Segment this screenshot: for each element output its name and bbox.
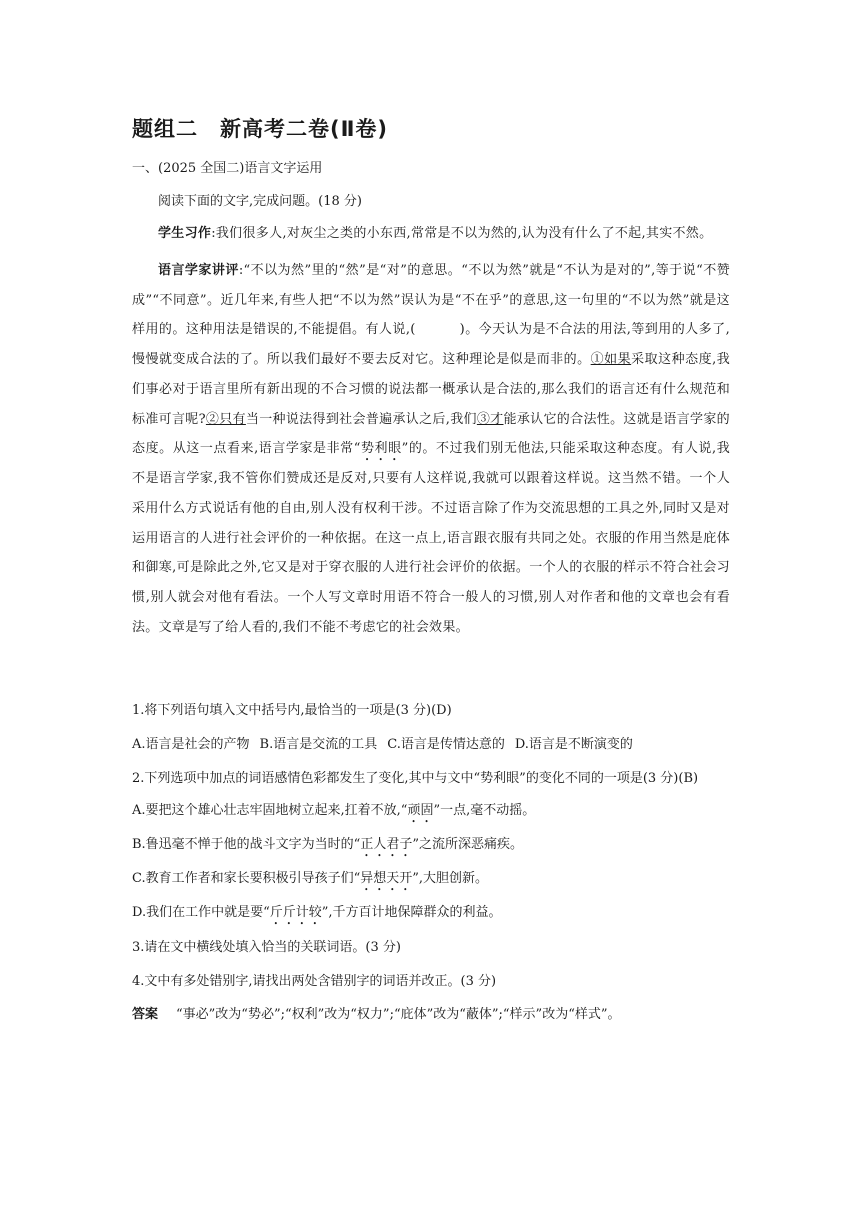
answer-line — [132, 1003, 621, 1022]
linguist-seg4: 当一种说法得到社会普遍承认之后,我们 — [245, 411, 477, 427]
q1-option-c: C.语言是传情达意的 — [387, 737, 505, 752]
student-label: 学生习作 — [158, 226, 212, 241]
question-1-stem: 1.将下列语句填入文中括号内,最恰当的一项是(3 分)(D) — [132, 703, 452, 718]
linguist-seg2: )。今天认为是不合法的用法,等到用的人多了,慢慢就变成合法的了。所以我们最好不要去反对它。这种理论是似是而非的。 — [132, 322, 730, 368]
question-4: 4.文中有多处错别字,请找出两处含错别字的词语并改正。(3 分) — [132, 974, 497, 989]
q1-option-a: A.语言是社会的产物 — [132, 737, 250, 752]
q2-option-c — [132, 867, 488, 894]
q2-a-post: ”一点,毫不动摇。 — [433, 803, 536, 818]
marker-2: ②只有 — [205, 411, 246, 427]
q2-option-b — [132, 833, 523, 860]
linguist-passage — [132, 256, 730, 642]
q2-b-pre: B.鲁迅毫不惮于他的战斗文字为当时的“ — [132, 837, 361, 852]
question-3: 3.请在文中横线处填入恰当的关联词语。(3 分) — [132, 940, 401, 955]
linguist-seg5: 能承认它的合法性。这就是语言学家的态度。从这一点看来,语言学家是非常“ — [132, 411, 730, 457]
q1-option-d: D.语言是不断演变的 — [514, 737, 633, 752]
page-title — [132, 113, 388, 143]
linguist-label: 语言学家讲评 — [158, 263, 239, 278]
title-exam: 新高考二卷(Ⅱ卷) — [220, 117, 389, 141]
q2-c-word: 异想天开 — [360, 871, 413, 886]
answer-label: 答案 — [132, 1007, 159, 1022]
linguist-seg3: 采取这种态度,我们事必对于语言里所有新出现的不合习惯的说法都一概承认是合法的,那么我们的语言还有什么规范和标准可言呢? — [132, 352, 731, 427]
instruction: 阅读下面的文字,完成问题。(18 分) — [158, 194, 362, 209]
q2-b-word: 正人君子 — [360, 837, 413, 852]
student-text: :我们很多人,对灰尘之类的小东西,常常是不以为然的,认为没有什么了不起,其实不然。 — [211, 226, 713, 241]
q2-d-post: ”,千方百计地保障群众的利益。 — [321, 905, 502, 920]
q2-d-word: 斤斤计较 — [269, 905, 322, 920]
q2-a-pre: A.要把这个雄心壮志牢固地树立起来,扛着不放,“ — [132, 803, 408, 818]
title-group: 题组二 — [132, 117, 198, 141]
q2-b-post: ”之流所深恶痛疾。 — [412, 837, 524, 852]
linguist-seg1: :“不以为然”里的“然”是“对”的意思。“不以为然”就是“不认为是对的”,等于说“不赞成”“不同意”。近几年来,有些人把“不以为然”误认为是“不在乎”的意思,这一句里的“不以为然”就是这样用的。这种用法是错误的,不能提倡。有人说,( — [132, 263, 730, 338]
q2-option-a — [132, 799, 535, 826]
answer-text: “事必”改为“势必”;“权利”改为“权力”;“庇体”改为“蔽体”;“样示”改为“样式”。 — [176, 1007, 621, 1022]
question-2-stem: 2.下列选项中加点的词语感情色彩都发生了变化,其中与文中“势利眼”的变化不同的一项是(3 分)(B) — [132, 771, 699, 786]
q2-a-word: 顽固 — [407, 803, 434, 818]
marker-1: ①如果 — [590, 352, 632, 368]
linguist-seg6: ”的。不过我们别无他法,只能采取这种态度。有人说,我不是语言学家,我不管你们赞成还是反对,只要有人这样说,我就可以跟着这样说。这当然不错。一个人采用什么方式说话有他的自由,别人没有权利干涉。不过语言除了作为交流思想的工具之外,同时又是对运用语言的人进行社会评价的一种依据。在这一点上,语言跟衣服有共同之处。衣服的作用当然是庇体和御寒,可是除此之外,它又是对于穿衣服的人进行社会评价的依据。一个人的衣服的样示不符合社会习惯,别人就会对他有看法。一个人写文章时用语不符合一般人的习惯,别人对作者和他的文章也会有看法。文章是写了给人看的,我们不能不考虑它的社会效果。 — [132, 441, 730, 635]
q2-c-post: ”,大胆创新。 — [412, 871, 489, 886]
student-passage — [132, 219, 730, 249]
q2-d-pre: D.我们在工作中就是要“ — [132, 905, 270, 920]
q1-option-b: B.语言是交流的工具 — [259, 737, 378, 752]
q2-c-pre: C.教育工作者和家长要积极引导孩子们“ — [132, 871, 361, 886]
q2-option-d — [132, 901, 502, 928]
dotted-word: 势利眼 — [360, 441, 402, 457]
marker-3: ③才 — [476, 411, 504, 427]
question-1-options — [132, 733, 633, 752]
section-heading: 一、(2025 全国二)语言文字运用 — [132, 161, 323, 176]
